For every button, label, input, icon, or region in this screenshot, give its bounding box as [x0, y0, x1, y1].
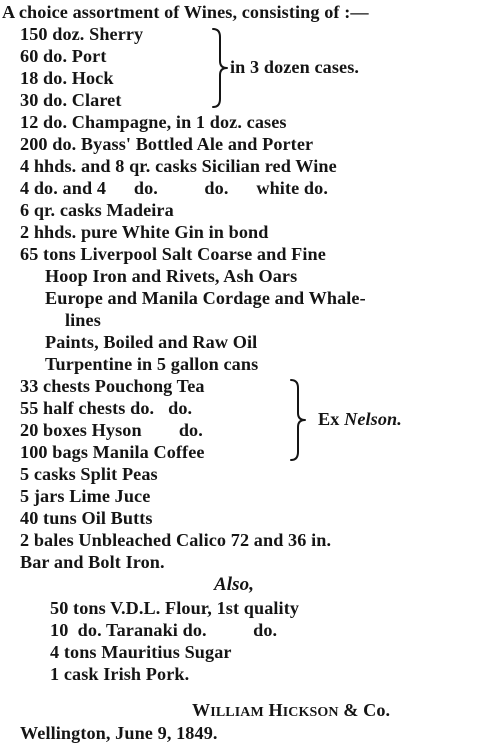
wine-item: 30 do. Claret	[20, 90, 122, 110]
list-item: Paints, Boiled and Raw Oil	[45, 332, 258, 352]
wine-item: 60 do. Port	[20, 46, 107, 66]
also-item: 10 do. Taranaki do. do.	[50, 620, 278, 640]
list-item: Bar and Bolt Iron.	[20, 552, 165, 572]
list-item: lines	[65, 310, 101, 330]
wine-item: 18 do. Hock	[20, 68, 114, 88]
list-item: 2 hhds. pure White Gin in bond	[20, 222, 269, 242]
right-brace-icon	[288, 378, 310, 462]
list-item: 5 casks Split Peas	[20, 464, 158, 484]
also-heading: Also,	[214, 574, 255, 595]
list-item: 12 do. Champagne, in 1 doz. cases	[20, 112, 287, 132]
list-item: 200 do. Byass' Bottled Ale and Porter	[20, 134, 314, 154]
nelson-item: 100 bags Manila Coffee	[20, 442, 205, 462]
list-item: 5 jars Lime Juce	[20, 486, 151, 506]
signature: WILLIAM HICKSON & Co.	[192, 700, 391, 720]
dateline: Wellington, June 9, 1849.	[20, 723, 218, 743]
list-item: Europe and Manila Cordage and Whale-	[45, 288, 366, 308]
list-item: Hoop Iron and Rivets, Ash Oars	[45, 266, 298, 286]
list-item: 4 do. and 4 do. do. white do.	[20, 178, 328, 198]
ship-name: Nelson.	[344, 409, 402, 429]
right-brace-icon	[210, 27, 232, 109]
nelson-item: 20 boxes Hyson do.	[20, 420, 203, 440]
wine-group-note: in 3 dozen cases.	[230, 57, 360, 77]
nelson-item: 33 chests Pouchong Tea	[20, 376, 205, 396]
intro-line: A choice assortment of Wines, consisting of :—	[2, 2, 369, 22]
nelson-note	[318, 408, 402, 430]
nelson-note-prefix: Ex	[318, 409, 340, 429]
list-item: 4 hhds. and 8 qr. casks Sicilian red Wine	[20, 156, 337, 176]
also-item: 1 cask Irish Pork.	[50, 664, 190, 684]
also-item: 50 tons V.D.L. Flour, 1st quality	[50, 598, 300, 618]
list-item: 40 tuns Oil Butts	[20, 508, 153, 528]
list-item: Turpentine in 5 gallon cans	[45, 354, 259, 374]
list-item: 2 bales Unbleached Calico 72 and 36 in.	[20, 530, 332, 550]
wine-item: 150 doz. Sherry	[20, 24, 144, 44]
nelson-item: 55 half chests do. do.	[20, 398, 193, 418]
list-item: 65 tons Liverpool Salt Coarse and Fine	[20, 244, 326, 264]
also-item: 4 tons Mauritius Sugar	[50, 642, 232, 662]
list-item: 6 qr. casks Madeira	[20, 200, 174, 220]
